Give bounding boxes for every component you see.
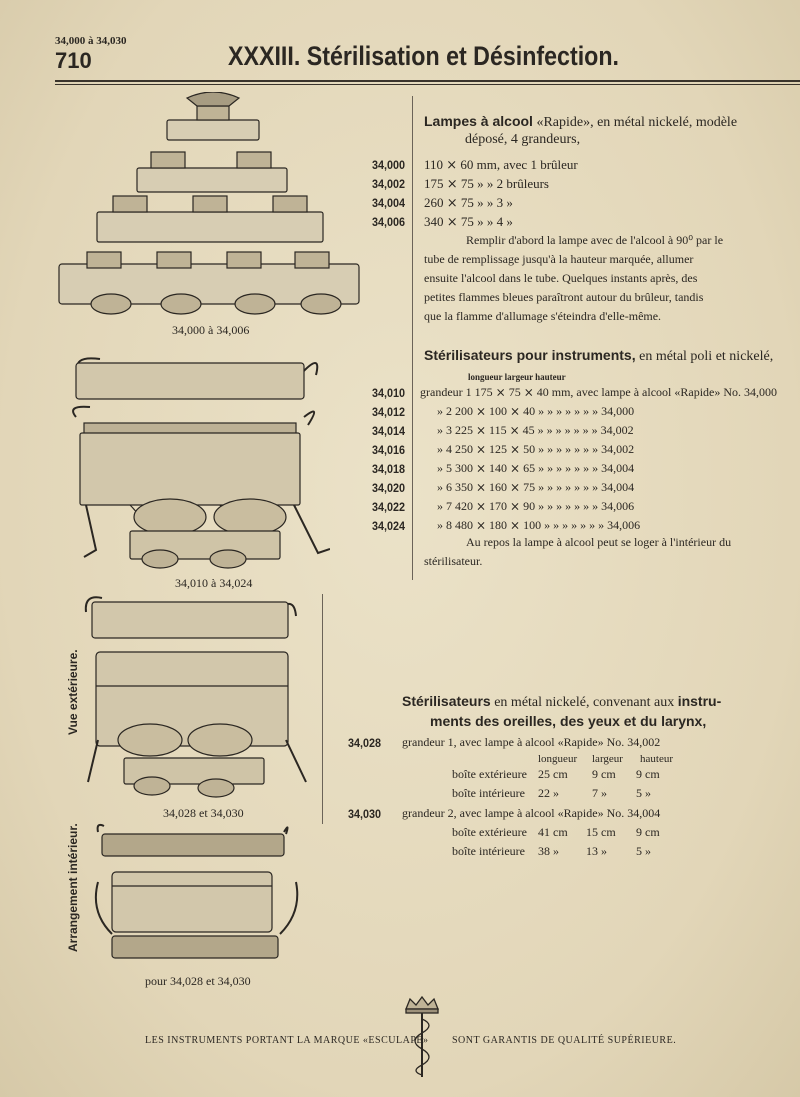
instrument-sterilizer-illustration bbox=[60, 345, 330, 575]
lamps-title bbox=[424, 113, 737, 131]
ear-row-label: boîte intérieure bbox=[452, 786, 525, 800]
lamps-item: 175 ⨯ 75 » » 2 brûleurs bbox=[424, 176, 549, 191]
page-number: 710 bbox=[55, 48, 92, 73]
page-title: XXXIII. Stérilisation et Désinfection. bbox=[228, 41, 619, 71]
ear-row-length: 22 » bbox=[538, 786, 559, 800]
lamps-code: 34,006 bbox=[372, 215, 406, 229]
lamps-code: 34,000 bbox=[372, 158, 406, 172]
lamps-title-bold: Lampes à alcool bbox=[424, 113, 533, 129]
ear-row-length: 25 cm bbox=[538, 767, 568, 781]
page-range: 34,000 à 34,030 bbox=[55, 35, 127, 47]
ear-title-line2: ments des oreilles, des yeux et du larynx, bbox=[430, 713, 707, 729]
lamps-code: 34,002 bbox=[372, 177, 406, 191]
sterilizers-code: 34,020 bbox=[372, 481, 406, 495]
lamps-item: 110 ⨯ 60 mm, avec 1 brûleur bbox=[424, 157, 578, 172]
ear-row-label: boîte intérieure bbox=[452, 844, 525, 858]
sterilizers-note-line: Au repos la lampe à alcool peut se loger à l'intérieur du bbox=[466, 535, 732, 549]
sterilizers-item: » 4 250 ⨯ 125 ⨯ 50 » » » » » » » 34,002 bbox=[437, 442, 635, 456]
ear-item: grandeur 2, avec lampe à alcool «Rapide» No. 34,004 bbox=[402, 806, 661, 820]
lamps-note-line: petites flammes bleues paraîtront autour du brûleur, tandis bbox=[424, 290, 704, 304]
footer-right: SONT GARANTIS DE QUALITÉ SUPÉRIEURE. bbox=[452, 1035, 677, 1046]
side-label-exterior: Vue extérieure. bbox=[66, 649, 80, 735]
ear-row-label: boîte extérieure bbox=[452, 767, 527, 781]
lamps-title-rest: «Rapide», en métal nickelé, modèle bbox=[536, 115, 738, 130]
sterilizers-item: » 8 480 ⨯ 180 ⨯ 100 » » » » » » » 34,006 bbox=[437, 518, 641, 532]
ear-code: 34,028 bbox=[348, 736, 382, 750]
ear-row-width: 9 cm bbox=[592, 767, 616, 781]
lamps-code: 34,004 bbox=[372, 196, 406, 210]
lamps-note-line: Remplir d'abord la lampe avec de l'alcool à 90⁰ par le bbox=[466, 233, 724, 247]
ear-item: grandeur 1, avec lampe à alcool «Rapide» No. 34,002 bbox=[402, 735, 661, 749]
header-rule bbox=[55, 80, 800, 82]
ear-row-length: 41 cm bbox=[538, 825, 568, 839]
header-rule-thin bbox=[55, 84, 800, 85]
sterilizers-item: » 6 350 ⨯ 160 ⨯ 75 » » » » » » » 34,004 bbox=[437, 480, 635, 494]
ear-row-width: 15 cm bbox=[586, 825, 616, 839]
ear-sterilizer-caption: 34,028 et 34,030 bbox=[163, 806, 244, 820]
lamps-item: 260 ⨯ 75 » » 3 » bbox=[424, 195, 513, 210]
sterilizers-title-rest: en métal poli et nickelé, bbox=[639, 349, 774, 364]
sterilizers-item: » 7 420 ⨯ 170 ⨯ 90 » » » » » » » 34,006 bbox=[437, 499, 635, 513]
lamps-item: 340 ⨯ 75 » » 4 » bbox=[424, 214, 513, 229]
lamps-note-line: ensuite l'alcool dans le tube. Quelques instants après, des bbox=[424, 271, 698, 285]
sterilizers-note-line: stérilisateur. bbox=[424, 554, 483, 568]
ear-row-width: 13 » bbox=[586, 844, 607, 858]
sterilizers-col-headers: longueur largeur hauteur bbox=[468, 372, 566, 382]
sterilizers-item: grandeur 1 175 ⨯ 75 ⨯ 40 mm, avec lampe à alcool «Rapide» No. 34,000 bbox=[420, 385, 778, 399]
ear-code: 34,030 bbox=[348, 807, 382, 821]
ear-title-rest: en métal nickelé, convenant aux bbox=[494, 695, 675, 710]
sterilizers-code: 34,022 bbox=[372, 500, 406, 514]
ear-row-height: 5 » bbox=[636, 844, 651, 858]
footer-left: LES INSTRUMENTS PORTANT LA MARQUE «ESCULAPE» bbox=[145, 1035, 429, 1046]
sterilizers-item: » 2 200 ⨯ 100 ⨯ 40 » » » » » » » 34,000 bbox=[437, 404, 635, 418]
sterilizer-caption: 34,010 à 34,024 bbox=[175, 576, 253, 590]
ear-row-label: boîte extérieure bbox=[452, 825, 527, 839]
sterilizers-code: 34,024 bbox=[372, 519, 406, 533]
alcohol-lamps-illustration bbox=[55, 92, 365, 322]
ear-row-length: 38 » bbox=[538, 844, 559, 858]
lamps-caption: 34,000 à 34,006 bbox=[172, 323, 250, 337]
ear-title-bold2: instru- bbox=[677, 693, 722, 709]
side-label-interior: Arrangement intérieur. bbox=[66, 823, 80, 952]
ear-title bbox=[402, 693, 721, 711]
ear-col-width: largeur bbox=[592, 753, 623, 765]
sterilizers-code: 34,012 bbox=[372, 405, 406, 419]
ear-sterilizer-exterior-illustration bbox=[80, 590, 310, 800]
sterilizers-code: 34,014 bbox=[372, 424, 406, 438]
sterilizers-note bbox=[424, 533, 754, 571]
sterilizers-title bbox=[424, 347, 773, 365]
lamps-title-line2: déposé, 4 grandeurs, bbox=[465, 132, 581, 147]
ear-col-length: longueur bbox=[538, 753, 578, 765]
ear-row-width: 7 » bbox=[592, 786, 607, 800]
ear-row-height: 9 cm bbox=[636, 825, 660, 839]
ear-interior-caption: pour 34,028 et 34,030 bbox=[145, 974, 251, 988]
sterilizers-item: » 5 300 ⨯ 140 ⨯ 65 » » » » » » » 34,004 bbox=[437, 461, 635, 475]
lamps-note-line: que la flamme d'allumage s'éteindra d'elle-même. bbox=[424, 309, 662, 323]
ear-row-height: 9 cm bbox=[636, 767, 660, 781]
ear-title-bold: Stérilisateurs bbox=[402, 693, 491, 709]
sterilizers-title-bold: Stérilisateurs pour instruments, bbox=[424, 347, 636, 363]
column-divider bbox=[412, 96, 413, 580]
sterilizers-code: 34,010 bbox=[372, 386, 406, 400]
ear-row-height: 5 » bbox=[636, 786, 651, 800]
column-divider-lower bbox=[322, 594, 323, 824]
lamps-note-line: tube de remplissage jusqu'à la hauteur marquée, allumer bbox=[424, 252, 694, 266]
lamps-note bbox=[424, 231, 754, 326]
sterilizers-code: 34,018 bbox=[372, 462, 406, 476]
sterilizers-code: 34,016 bbox=[372, 443, 406, 457]
sterilizers-item: » 3 225 ⨯ 115 ⨯ 45 » » » » » » » 34,002 bbox=[437, 423, 634, 437]
ear-sterilizer-interior-illustration bbox=[90, 822, 300, 972]
esculape-logo-icon bbox=[400, 995, 444, 1080]
ear-col-height: hauteur bbox=[640, 753, 673, 765]
